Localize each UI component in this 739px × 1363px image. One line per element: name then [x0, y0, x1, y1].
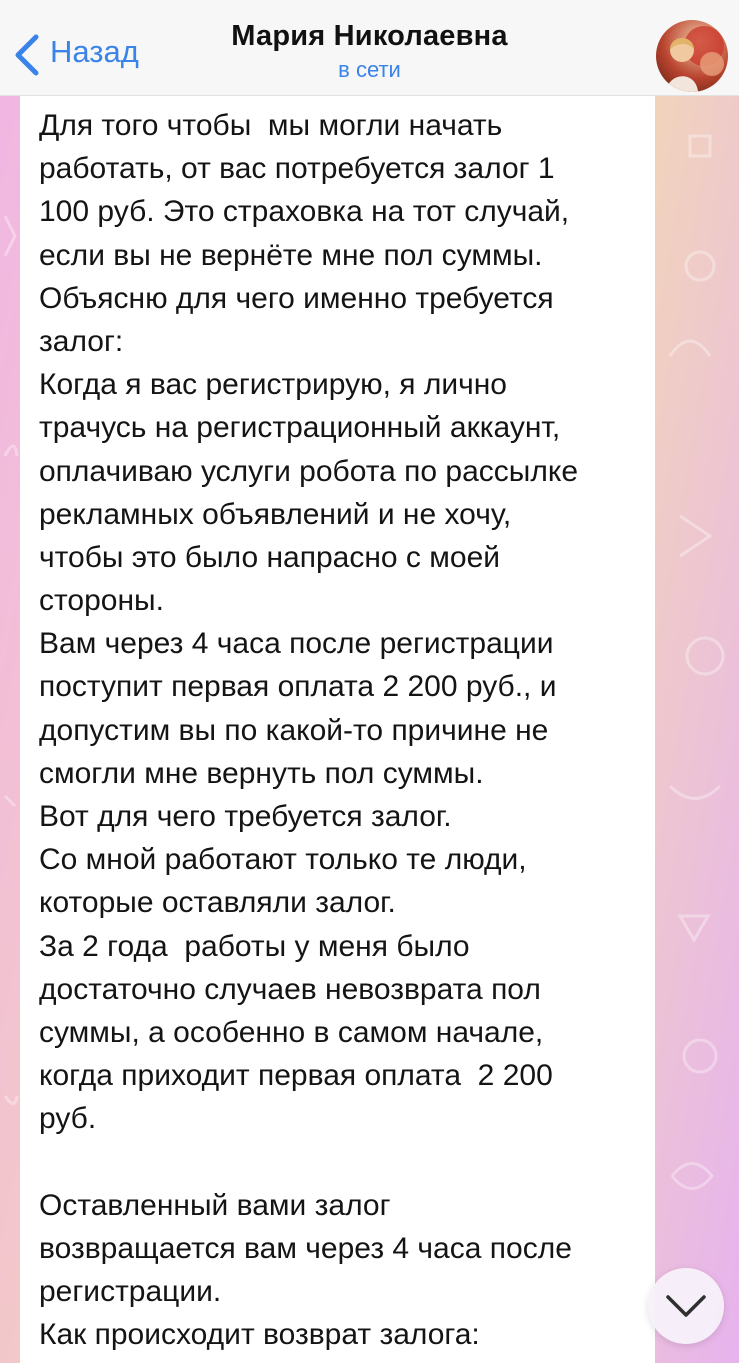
online-status: в сети — [338, 57, 401, 82]
message-line: стороны. — [39, 584, 164, 618]
message-line: регистрации. — [39, 1275, 222, 1309]
message-line: оплачиваю услуги робота по рассылке — [39, 454, 579, 488]
message-bubble[interactable] — [20, 96, 655, 1363]
message-line: трачусь на регистрационный аккаунт, — [39, 411, 561, 445]
message-line: залог: — [39, 324, 124, 358]
message-line: когда приходит первая оплата 2 200 — [39, 1059, 553, 1093]
chat-header — [0, 0, 739, 96]
message-line: которые оставляли залог. — [39, 886, 396, 920]
message-line: Вам через 4 часа после регистрации — [39, 627, 554, 661]
message-line: работать, от вас потребуется залог 1 — [39, 152, 555, 186]
message-line: Со мной работают только те люди, — [39, 843, 527, 877]
message-line: Оставленный вами залог — [39, 1188, 391, 1222]
message-line: Когда я вас регистрирую, я лично — [39, 368, 507, 402]
chat-background — [0, 96, 739, 1363]
message-line: суммы, а особенно в самом начале, — [39, 1015, 544, 1049]
chat-title: Мария Николаевна — [231, 20, 508, 52]
avatar[interactable] — [656, 20, 728, 92]
avatar-image — [656, 20, 728, 92]
message-line: если вы не вернёте мне пол суммы. — [39, 238, 543, 272]
message-line: рекламных объявлений и не хочу, — [39, 497, 512, 531]
message-line — [39, 1141, 637, 1184]
message-line: Для того чтобы мы могли начать — [39, 109, 503, 142]
message-line: руб. — [39, 1102, 97, 1136]
message-text — [39, 104, 637, 1356]
message-line: поступит первая оплата 2 200 руб., и — [39, 670, 557, 704]
message-line: Вот для чего требуется залог. — [39, 800, 452, 833]
message-line: возвращается вам через 4 часа после — [39, 1231, 572, 1265]
message-line: допустим вы по какой-то причине не — [39, 713, 549, 747]
message-line: Объясню для чего именно требуется — [39, 281, 554, 315]
message-line: чтобы это было напрасно с моей — [39, 540, 501, 574]
message-line: 100 руб. Это страховка на тот случай, — [39, 195, 570, 229]
chevron-down-icon — [664, 1293, 708, 1319]
back-label: Назад — [50, 34, 139, 69]
message-line: смогли мне вернуть пол суммы. — [39, 756, 484, 790]
scroll-down-button[interactable] — [648, 1268, 724, 1344]
message-line: За 2 года работы у меня было — [39, 929, 470, 963]
chat-title-block[interactable] — [0, 20, 739, 83]
message-line: Как происходит возврат залога: — [39, 1318, 480, 1352]
message-line: достаточно случаев невозврата пол — [39, 972, 541, 1006]
